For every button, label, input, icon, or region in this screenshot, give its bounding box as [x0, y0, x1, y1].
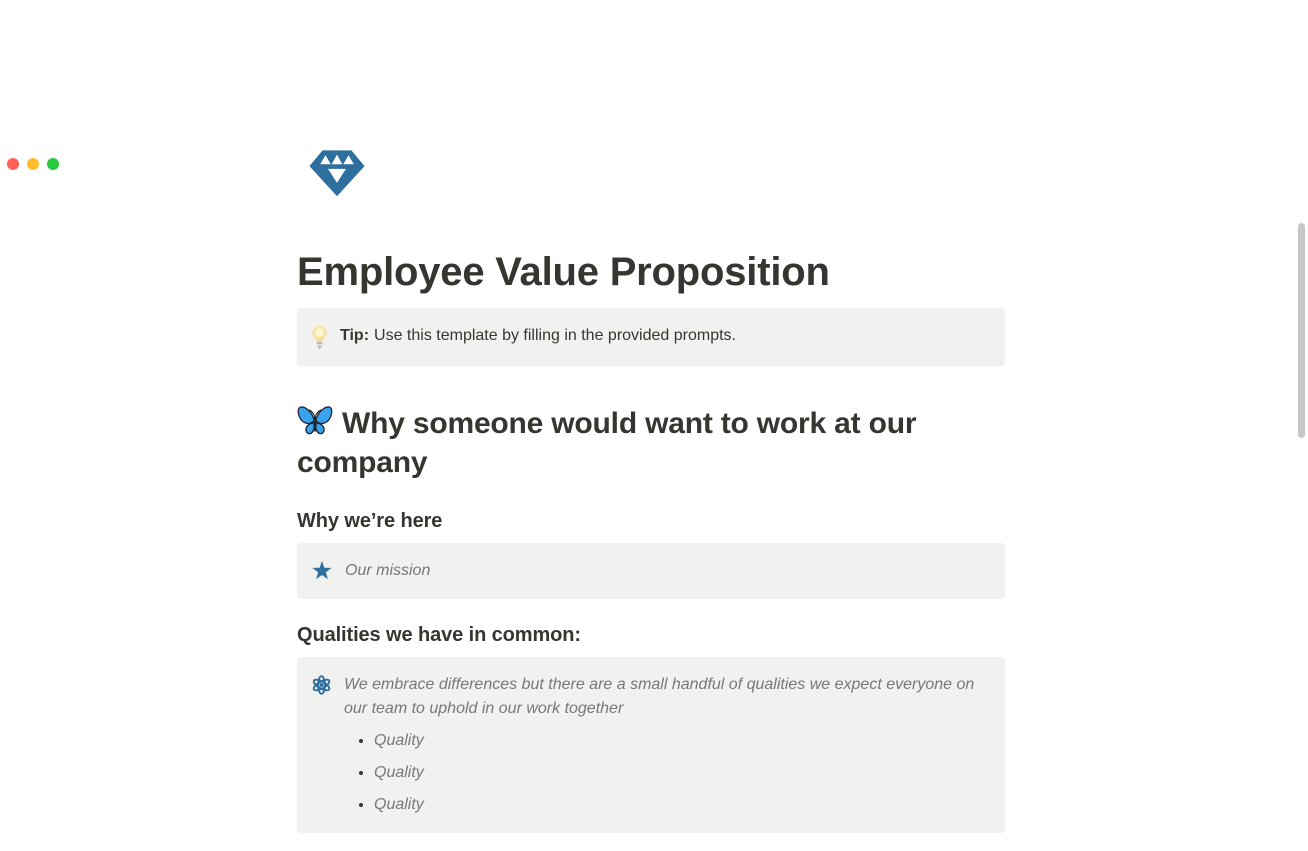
document-body — [297, 148, 1005, 833]
qualities-heading[interactable]: Qualities we have in common: — [297, 624, 581, 646]
gem-icon[interactable] — [303, 148, 371, 198]
section-heading-text: Why someone would want to work at our company — [297, 407, 917, 479]
section-heading[interactable] — [297, 404, 937, 482]
blue-star-icon — [311, 560, 333, 582]
quality-list-item[interactable]: • Quality — [374, 793, 989, 817]
window-controls — [7, 158, 59, 170]
zoom-window-button[interactable] — [47, 158, 59, 170]
vertical-scrollbar-thumb[interactable] — [1298, 223, 1305, 438]
qualities-intro-text: We embrace differences but there are a small handful of qualities we expect everyone on our team to uphold in our work together — [344, 676, 975, 717]
page-title[interactable]: Employee Value Proposition — [297, 250, 830, 294]
quality-list-item[interactable]: • Quality — [374, 761, 989, 785]
qualities-body — [344, 673, 989, 817]
tip-body: Use this template by filling in the provided prompts. — [374, 327, 736, 344]
tip-callout[interactable] — [297, 308, 1005, 366]
quality-list-item[interactable]: • Quality — [374, 729, 989, 753]
why-here-heading[interactable]: Why we’re here — [297, 510, 443, 532]
mission-callout[interactable] — [297, 543, 1005, 599]
close-window-button[interactable] — [7, 158, 19, 170]
light-bulb-icon — [311, 325, 328, 350]
minimize-window-button[interactable] — [27, 158, 39, 170]
qualities-list — [344, 729, 989, 817]
tip-text — [340, 324, 736, 348]
qualities-callout[interactable] — [297, 657, 1005, 833]
butterfly-icon — [297, 405, 333, 437]
tip-label: Tip: — [340, 327, 370, 344]
blue-atom-icon — [311, 674, 332, 696]
mission-text: Our mission — [345, 562, 431, 579]
